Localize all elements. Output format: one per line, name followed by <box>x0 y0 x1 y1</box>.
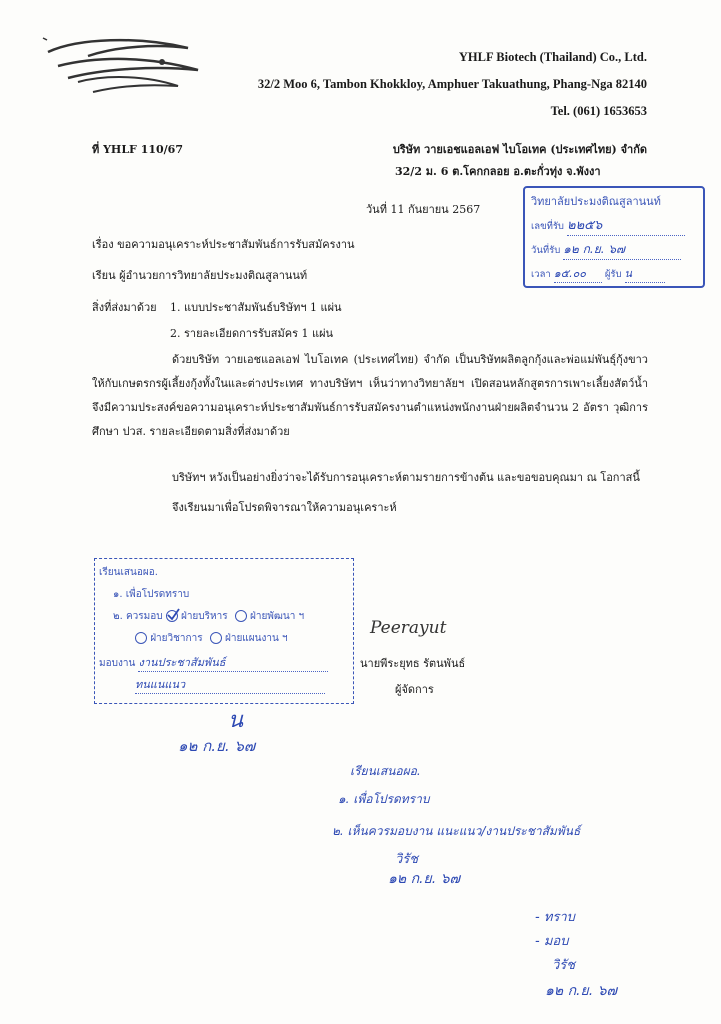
receipt-no-value: ๒๒๕๖ <box>567 214 685 236</box>
radio-empty-icon <box>135 632 147 644</box>
letter-date: วันที่ 11 กันยายน 2567 <box>366 203 481 216</box>
handwritten-date-2: ๑๒ ก.ย. ๖๗ <box>388 871 461 887</box>
letter-recipient: เรียน ผู้อำนวยการวิทยาลัยประมงติณสูลานนท์ <box>92 269 308 282</box>
receipt-date-value: ๑๒ ก.ย. ๖๗ <box>563 240 681 260</box>
assign-label: มอบงาน <box>99 658 136 669</box>
reference-number: ที่ YHLF 110/67 <box>92 143 183 156</box>
body-paragraph-3: จึงเรียนมาเพื่อโปรดพิจารณาให้ความอนุเคราะห์ <box>172 501 397 514</box>
body-paragraph-2: บริษัทฯ หวังเป็นอย่างยิ่งว่าจะได้รับการอนุเคราะห์ตามรายการข้างต้น และขอขอบคุณมา ณ โอกาสนี้ <box>172 471 640 484</box>
assign-value: งานประชาสัมพันธ์ <box>138 653 328 672</box>
radio-empty-icon <box>210 632 222 644</box>
handwritten-line-2: ๑. เพื่อโปรดทราบ <box>338 792 430 806</box>
handwritten-signature-3: วิรัช <box>552 958 576 973</box>
enclosure-item-1: 1. แบบประชาสัมพันธ์บริษัทฯ 1 แผ่น <box>170 301 342 314</box>
letter-subject: เรื่อง ขอความอนุเคราะห์ประชาสัมพันธ์การรับสมัครงาน <box>92 238 355 251</box>
routing-title: เรียนเสนอผอ. <box>99 567 158 578</box>
receipt-receiver-value: น <box>625 264 665 283</box>
receipt-date-label: วันที่รับ <box>531 245 561 256</box>
assign-note: ทนแนแนว <box>135 675 325 694</box>
handwritten-line-3: ๒. เห็นควรมอบงาน แนะแนว/งานประชาสัมพันธ์ <box>332 824 581 838</box>
body-paragraph-1: ด้วยบริษัท วายเอชแอลเอฟ ไบโอเทค (ประเทศไทย) จำกัด เป็นบริษัทผลิตลูกกุ้งและพ่อแม่พันธุ์กุ้งขาวให้กับเกษตรกรผู้เลี้ยงกุ้งทั้งในและต่างประเทศ ทางบริษัทฯ เห็นว่าทางวิทยาลัยฯ เปิดสอนหลักสูตรการเพาะเลี้ยงสัตว์น้ำ จึงมีความประสงค์ขอความอนุเคราะห์ประชาสัมพันธ์การรับสมัครงานตำแหน่งพนักงานฝ่ายผลิตจำนวน 2 อัตรา วุฒิการศึกษา ปวส. รายละเอียดตามสิ่งที่ส่งมาด้วย <box>92 353 648 438</box>
option-academic: ฝ่ายวิชาการ <box>150 633 203 644</box>
handwritten-date-1: ๑๒ ก.ย. ๖๗ <box>178 737 256 755</box>
handwritten-signature-2: วิรัช <box>395 852 419 867</box>
enclosures-label: สิ่งที่ส่งมาด้วย <box>92 301 157 314</box>
company-name: YHLF Biotech (Thailand) Co., Ltd. <box>458 50 647 64</box>
option-development: ฝ่ายพัฒนา ฯ <box>249 611 305 622</box>
receipt-no-label: เลขที่รับ <box>531 221 564 232</box>
shrimp-logo-icon <box>38 30 208 100</box>
handwritten-line-5: - มอบ <box>535 934 569 949</box>
handwritten-date-3: ๑๒ ก.ย. ๖๗ <box>545 983 618 999</box>
signature: Peerayut <box>370 618 447 638</box>
receipt-time-value: ๑๕.๐๐ <box>554 264 602 283</box>
handwritten-line-4: - ทราบ <box>535 910 575 925</box>
enclosure-item-2: 2. รายละเอียดการรับสมัคร 1 แผ่น <box>170 327 334 340</box>
routing-item-2: ๒. ควรมอบ <box>113 611 163 622</box>
receipt-time-label: เวลา <box>531 269 551 280</box>
company-address: 32/2 Moo 6, Tambon Khokkloy, Amphuer Takuathung, Phang-Nga 82140 <box>257 77 647 91</box>
signer-name: นายพีระยุทธ รัตนพันธ์ <box>360 657 466 670</box>
radio-empty-icon <box>235 610 247 622</box>
sender-name: บริษัท วายเอชแอลเอฟ ไบโอเทค (ประเทศไทย) จำกัด <box>392 143 647 156</box>
radio-checked-icon <box>166 610 178 622</box>
signer-title: ผู้จัดการ <box>395 683 434 696</box>
option-planning: ฝ่ายแผนงาน ฯ <box>224 633 288 644</box>
receipt-stamp <box>523 186 705 288</box>
company-tel: Tel. (061) 1653653 <box>550 104 647 118</box>
receipt-receiver-label: ผู้รับ <box>604 269 622 280</box>
handwritten-line-1: เรียนเสนอผอ. <box>350 764 421 778</box>
routing-item-1: ๑. เพื่อโปรดทราบ <box>113 589 190 600</box>
option-admin: ฝ่ายบริหาร <box>180 611 228 622</box>
receipt-stamp-title: วิทยาลัยประมงติณสูลานนท์ <box>531 195 661 208</box>
routing-stamp <box>94 558 354 704</box>
handwritten-initial: น <box>228 708 244 733</box>
sender-address: 32/2 ม. 6 ต.โคกกลอย อ.ตะกั่วทุ่ง จ.พังงา <box>395 165 601 178</box>
